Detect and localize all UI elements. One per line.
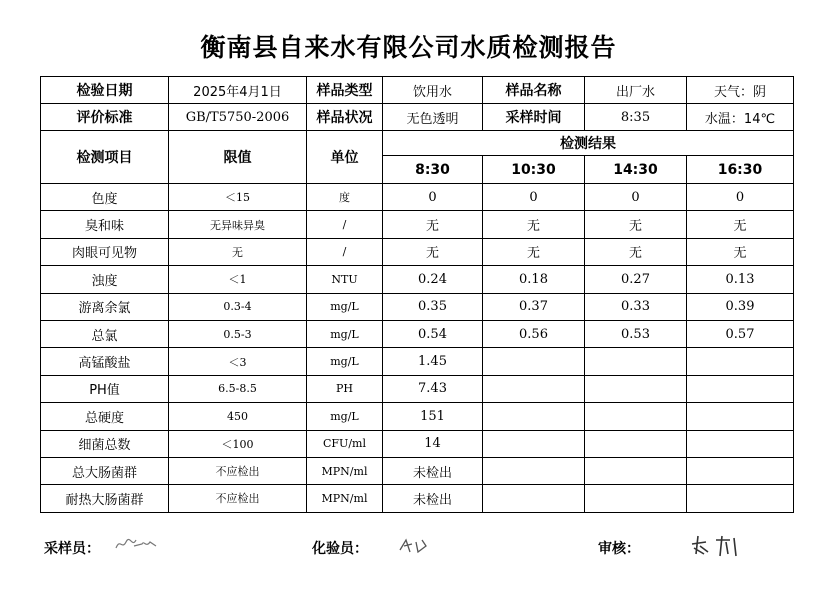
item-cell: 色度 bbox=[41, 184, 169, 211]
result-cell: 0 bbox=[383, 184, 483, 211]
item-cell: 游离余氯 bbox=[41, 293, 169, 320]
result-cell: 无 bbox=[383, 211, 483, 238]
weather: 天气：阴 bbox=[687, 77, 794, 104]
result-cell: 无 bbox=[687, 238, 794, 265]
sample-name-value: 出厂水 bbox=[585, 77, 687, 104]
limit-cell: ＜1 bbox=[169, 266, 307, 293]
limit-cell: 不应检出 bbox=[169, 485, 307, 512]
table-row bbox=[41, 348, 794, 375]
unit-cell: mg/L bbox=[307, 348, 383, 375]
sample-name-label: 样品名称 bbox=[483, 77, 585, 104]
result-cell bbox=[585, 485, 687, 512]
date-label: 检验日期 bbox=[41, 77, 169, 104]
table-row bbox=[41, 485, 794, 512]
limit-cell: 不应检出 bbox=[169, 457, 307, 484]
result-cell bbox=[687, 457, 794, 484]
item-cell: 总氯 bbox=[41, 320, 169, 347]
result-cell: 7.43 bbox=[383, 375, 483, 402]
sample-time-label: 采样时间 bbox=[483, 104, 585, 131]
header-row-1 bbox=[41, 131, 794, 156]
result-cell bbox=[483, 375, 585, 402]
limit-cell: 0.3-4 bbox=[169, 293, 307, 320]
result-cell: 无 bbox=[483, 238, 585, 265]
result-cell: 0.56 bbox=[483, 320, 585, 347]
result-cell: 0.37 bbox=[483, 293, 585, 320]
table-row bbox=[41, 430, 794, 457]
result-cell: 0 bbox=[585, 184, 687, 211]
unit-cell: CFU/ml bbox=[307, 430, 383, 457]
result-cell bbox=[585, 403, 687, 430]
standard-value: GB/T5750-2006 bbox=[169, 104, 307, 131]
sampler-signature bbox=[112, 534, 158, 554]
result-cell bbox=[687, 430, 794, 457]
result-cell: 151 bbox=[383, 403, 483, 430]
result-cell: 无 bbox=[585, 238, 687, 265]
water-temp: 水温：14℃ bbox=[687, 104, 794, 131]
result-cell: 0.57 bbox=[687, 320, 794, 347]
time-header: 10:30 bbox=[483, 156, 585, 184]
limit-cell: ＜15 bbox=[169, 184, 307, 211]
result-cell: 1.45 bbox=[383, 348, 483, 375]
tester-signature bbox=[396, 534, 432, 556]
col-unit-header: 单位 bbox=[307, 131, 383, 184]
table-row bbox=[41, 238, 794, 265]
item-cell: 高锰酸盐 bbox=[41, 348, 169, 375]
item-cell: PH值 bbox=[41, 375, 169, 402]
result-cell: 0.39 bbox=[687, 293, 794, 320]
item-cell: 浊度 bbox=[41, 266, 169, 293]
result-cell: 0.35 bbox=[383, 293, 483, 320]
info-row-2 bbox=[41, 104, 794, 131]
result-cell bbox=[585, 375, 687, 402]
unit-cell: / bbox=[307, 238, 383, 265]
standard-label: 评价标准 bbox=[41, 104, 169, 131]
sampler-label: 采样员： bbox=[44, 541, 100, 557]
info-row-1 bbox=[41, 77, 794, 104]
result-cell: 0.54 bbox=[383, 320, 483, 347]
limit-cell: 0.5-3 bbox=[169, 320, 307, 347]
tester-label: 化验员： bbox=[312, 541, 368, 557]
sample-type-value: 饮用水 bbox=[383, 77, 483, 104]
item-cell: 总大肠菌群 bbox=[41, 457, 169, 484]
result-cell: 无 bbox=[483, 211, 585, 238]
col-results-header: 检测结果 bbox=[383, 131, 794, 156]
sample-state-value: 无色透明 bbox=[383, 104, 483, 131]
time-header: 8:30 bbox=[383, 156, 483, 184]
result-cell: 无 bbox=[687, 211, 794, 238]
result-cell: 未检出 bbox=[383, 485, 483, 512]
time-header: 14:30 bbox=[585, 156, 687, 184]
sample-type-label: 样品类型 bbox=[307, 77, 383, 104]
result-cell bbox=[585, 457, 687, 484]
result-cell: 0.27 bbox=[585, 266, 687, 293]
col-item-header: 检测项目 bbox=[41, 131, 169, 184]
date-value: 2025年4月1日 bbox=[169, 77, 307, 104]
unit-cell: MPN/ml bbox=[307, 457, 383, 484]
result-cell: 0.33 bbox=[585, 293, 687, 320]
report-table bbox=[40, 76, 794, 513]
unit-cell: / bbox=[307, 211, 383, 238]
result-cell: 未检出 bbox=[383, 457, 483, 484]
result-cell: 无 bbox=[383, 238, 483, 265]
limit-cell: 无 bbox=[169, 238, 307, 265]
result-cell bbox=[585, 348, 687, 375]
table-row bbox=[41, 184, 794, 211]
unit-cell: PH bbox=[307, 375, 383, 402]
col-limit-header: 限值 bbox=[169, 131, 307, 184]
table-row bbox=[41, 266, 794, 293]
result-cell: 0.18 bbox=[483, 266, 585, 293]
limit-cell: 无异味异臭 bbox=[169, 211, 307, 238]
unit-cell: NTU bbox=[307, 266, 383, 293]
result-cell: 0.13 bbox=[687, 266, 794, 293]
limit-cell: ＜3 bbox=[169, 348, 307, 375]
table-row bbox=[41, 375, 794, 402]
result-cell bbox=[687, 375, 794, 402]
result-cell bbox=[483, 430, 585, 457]
table-row bbox=[41, 320, 794, 347]
result-cell bbox=[687, 403, 794, 430]
item-cell: 肉眼可见物 bbox=[41, 238, 169, 265]
limit-cell: 450 bbox=[169, 403, 307, 430]
table-row bbox=[41, 293, 794, 320]
reviewer-signature bbox=[688, 532, 742, 560]
limit-cell: ＜100 bbox=[169, 430, 307, 457]
table-row bbox=[41, 457, 794, 484]
unit-cell: MPN/ml bbox=[307, 485, 383, 512]
result-cell: 0 bbox=[687, 184, 794, 211]
result-cell bbox=[483, 457, 585, 484]
sample-time-value: 8:35 bbox=[585, 104, 687, 131]
item-cell: 耐热大肠菌群 bbox=[41, 485, 169, 512]
result-cell: 14 bbox=[383, 430, 483, 457]
result-cell: 0.53 bbox=[585, 320, 687, 347]
results-body bbox=[41, 184, 794, 513]
result-cell bbox=[585, 430, 687, 457]
time-header: 16:30 bbox=[687, 156, 794, 184]
reviewer-label: 审核： bbox=[598, 541, 640, 557]
table-row bbox=[41, 211, 794, 238]
result-cell bbox=[687, 485, 794, 512]
result-cell bbox=[483, 348, 585, 375]
result-cell bbox=[687, 348, 794, 375]
item-cell: 总硬度 bbox=[41, 403, 169, 430]
result-cell bbox=[483, 403, 585, 430]
report-title: 衡南县自来水有限公司水质检测报告 bbox=[200, 33, 617, 62]
result-cell: 0.24 bbox=[383, 266, 483, 293]
result-cell: 无 bbox=[585, 211, 687, 238]
unit-cell: mg/L bbox=[307, 403, 383, 430]
sample-state-label: 样品状况 bbox=[307, 104, 383, 131]
unit-cell: mg/L bbox=[307, 293, 383, 320]
unit-cell: 度 bbox=[307, 184, 383, 211]
table-row bbox=[41, 403, 794, 430]
result-cell bbox=[483, 485, 585, 512]
limit-cell: 6.5-8.5 bbox=[169, 375, 307, 402]
item-cell: 臭和味 bbox=[41, 211, 169, 238]
result-cell: 0 bbox=[483, 184, 585, 211]
unit-cell: mg/L bbox=[307, 320, 383, 347]
item-cell: 细菌总数 bbox=[41, 430, 169, 457]
